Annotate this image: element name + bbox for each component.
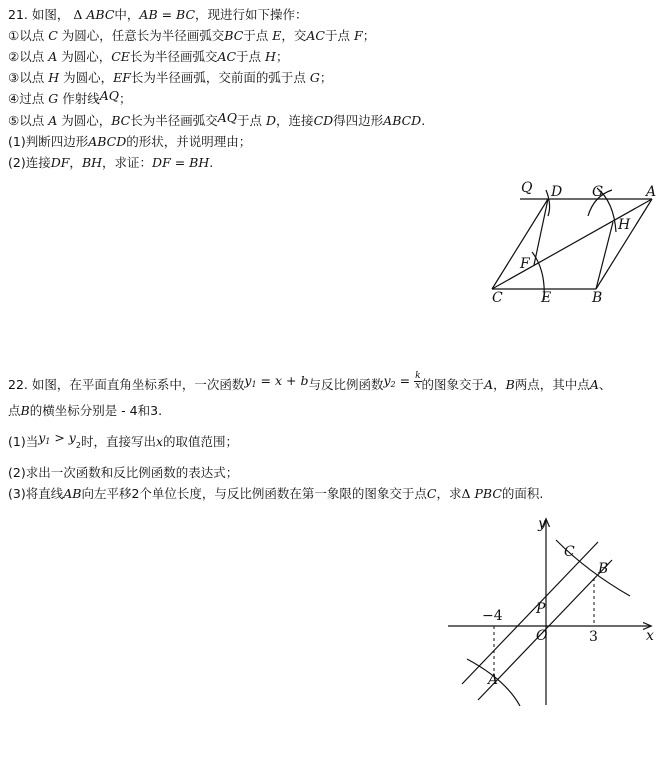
q21-step5: ⑤以点 A 为圆心，BC长为半径画弧交AQ于点 D，连接CD得四边形ABCD. [8, 110, 426, 128]
label-p: P [536, 601, 546, 617]
tick-label-3: 3 [589, 629, 598, 645]
q22-part1: (1)当y1 > y2时，直接写出x的取值范围； [8, 430, 239, 450]
axis-label-y: y [538, 516, 546, 532]
axis-label-x: x [646, 628, 654, 644]
label-d: D [551, 184, 563, 200]
tick-label-neg4: −4 [482, 608, 503, 624]
label-a: A [488, 672, 499, 688]
q22-part3: (3)将直线AB向左平移2个单位长度，与反比例函数在第一象限的图象交于点C，求Δ PBC的面积. [8, 486, 544, 501]
q22-line1: 22. 如图，在平面直角坐标系中，一次函数y1 = x + b与反比例函数y2 = $\frac{k}{x}$ 的图象交于A，B两点，其中点A、 [8, 371, 612, 392]
label-q: Q [521, 180, 533, 196]
label-e: E [541, 290, 552, 306]
label-o: O [536, 628, 548, 644]
q21-step1: ①以点 C 为圆心，任意长为半径画弧交BC于点 E，交AC于点 F； [8, 28, 376, 43]
label-a: A [646, 184, 657, 200]
q21-step4: ④过点 G 作射线AQ； [8, 88, 132, 106]
q22-part2: (2)求出一次函数和反比例函数的表达式； [8, 465, 239, 480]
label-c: C [492, 290, 503, 306]
q22-line2: 点B的横坐标分别是 - 4和3. [8, 403, 163, 418]
label-g: G [592, 184, 604, 200]
label-f: F [520, 256, 530, 272]
q21-intro: 21. 如图， Δ ABC中，AB = BC，现进行如下操作： [8, 7, 308, 22]
q21-step2: ②以点 A 为圆心，CE长为半径画弧交AC于点 H； [8, 49, 289, 64]
label-b: B [592, 290, 603, 306]
q21-step3: ③以点 H 为圆心，EF长为半径画弧，交前面的弧于点 G； [8, 70, 333, 85]
q21-part2: (2)连接DF，BH，求证：DF = BH. [8, 155, 214, 170]
label-c: C [564, 544, 575, 560]
label-h: H [618, 217, 631, 233]
q21-part1: (1)判断四边形ABCD的形状，并说明理由； [8, 134, 252, 149]
label-b: B [598, 561, 609, 577]
